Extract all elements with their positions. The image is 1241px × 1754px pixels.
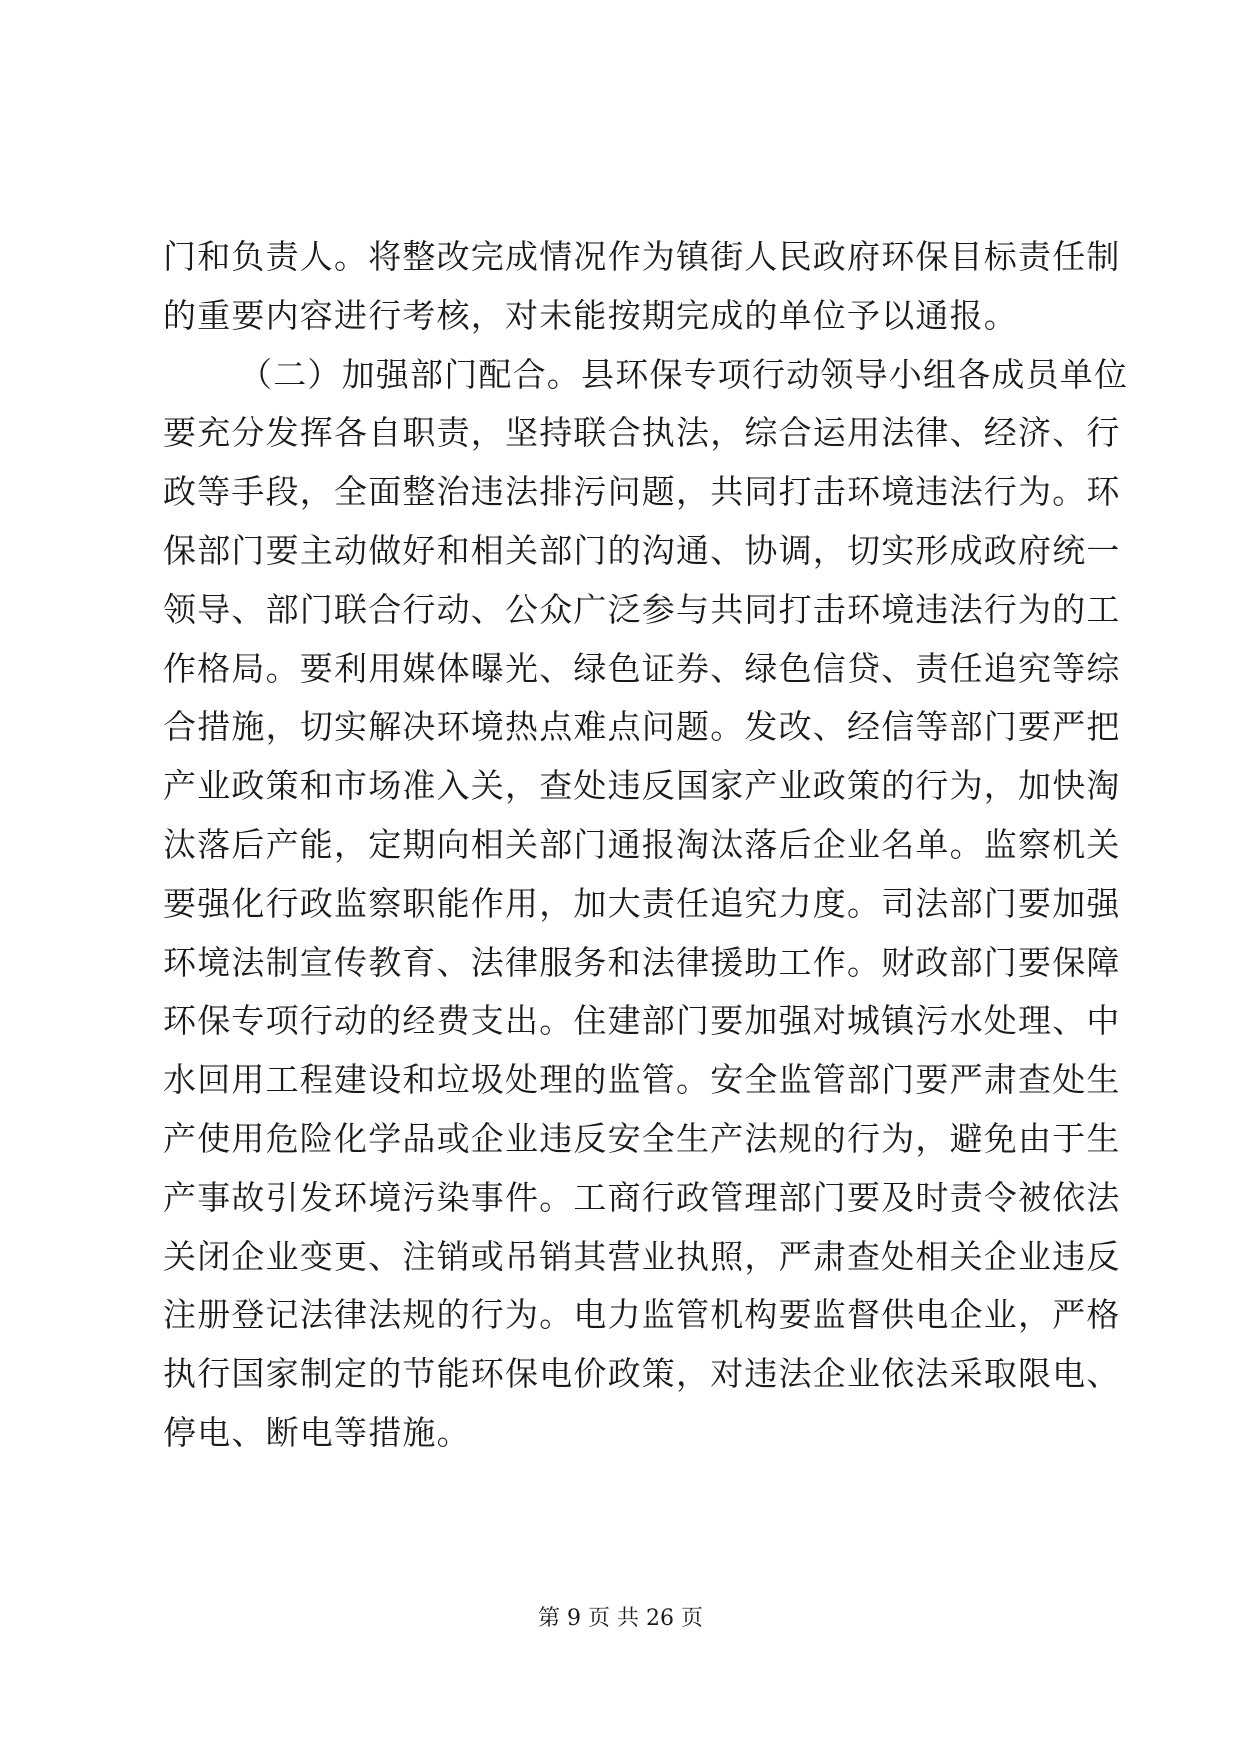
text-line: 要强化行政监察职能作用，加大责任追究力度。司法部门要加强 [163,883,1121,923]
body-text [163,228,1129,1463]
text-line: 停电、断电等措施。 [163,1412,471,1452]
text-line: 产业政策和市场准入关，查处违反国家产业政策的行为，加快淘 [163,766,1121,806]
text-line: 执行国家制定的节能环保电价政策，对违法企业依法采取限电、 [163,1354,1121,1394]
text-line: 领导、部门联合行动、公众广泛参与共同打击环境违法行为的工 [163,589,1121,629]
text-line: 产事故引发环境污染事件。工商行政管理部门要及时责令被依法 [163,1177,1121,1217]
text-line: 合措施，切实解决环境热点难点问题。发改、经信等部门要严把 [163,707,1121,747]
text-line: 要充分发挥各自职责，坚持联合执法，综合运用法律、经济、行 [163,413,1121,453]
text-line: 汰落后产能，定期向相关部门通报淘汰落后企业名单。监察机关 [163,824,1121,864]
text-line: 的重要内容进行考核，对未能按期完成的单位予以通报。 [163,295,1018,335]
text-line: 关闭企业变更、注销或吊销其营业执照，严肃查处相关企业违反 [163,1236,1121,1276]
text-line: 环境法制宣传教育、法律服务和法律援助工作。财政部门要保障 [163,942,1121,982]
text-line: 产使用危险化学品或企业违反安全生产法规的行为，避免由于生 [163,1118,1121,1158]
text-line: 作格局。要利用媒体曝光、绿色证券、绿色信贷、责任追究等综 [163,648,1121,688]
text-line: 环保专项行动的经费支出。住建部门要加强对城镇污水处理、中 [163,1001,1121,1041]
text-line: 政等手段，全面整治违法排污问题，共同打击环境违法行为。环 [163,472,1121,512]
text-line: 保部门要主动做好和相关部门的沟通、协调，切实形成政府统一 [163,530,1121,570]
text-line: 水回用工程建设和垃圾处理的监管。安全监管部门要严肃查处生 [163,1060,1121,1100]
text-line: 门和负责人。将整改完成情况作为镇街人民政府环保目标责任制 [163,237,1121,276]
section-heading-line: （二）加强部门配合。县环保专项行动领导小组各成员单位 [239,354,1129,394]
page-number-footer: 第 9 页 共 26 页 [538,1606,703,1631]
text-line: 注册登记法律法规的行为。电力监管机构要监督供电企业，严格 [163,1295,1121,1335]
